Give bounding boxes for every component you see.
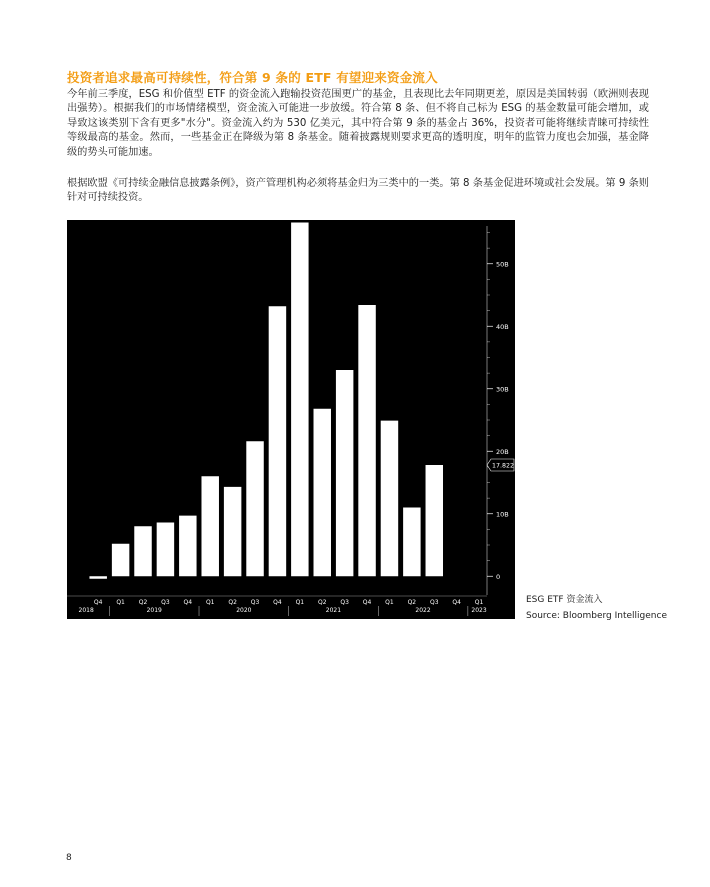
y-tick-label: 0 bbox=[496, 572, 501, 581]
chart-background bbox=[67, 220, 515, 619]
x-tick-label: Q3 bbox=[340, 599, 349, 606]
bar bbox=[246, 441, 263, 576]
body-paragraph-2: 根据欧盟《可持续金融信息披露条例》，资产管理机构必须将基金归为三类中的一类。第 8 条基金促进环境或社会发展。第 9 条则针对可持续投资。 bbox=[67, 178, 649, 204]
bar bbox=[291, 223, 308, 577]
x-tick-label: Q2 bbox=[317, 599, 327, 606]
body-paragraph-1: 今年前三季度，ESG 和价值型 ETF 的资金流入跑输投资范围更广的基金，且表现比去年同期更差，原因是美国转弱（欧洲则表现出强势）。根据我们的市场情绪模型，资金流入可能进一步放缓。符合第 8 条、但不将自己标为 ESG 的基金数量可能会增加，或导致这该类别下含有更多"水分"。资金流入约为 530 亿美元，其中符合第 9 条的基金占 36%，投资者可能将继续青睐可持续性等级最高的基金。然而，一些基金正在降级为第 8 条基金。随着披露规则要求更高的透明度，明年的监管力度也会加强，基金降级的势头可能加速。 bbox=[67, 89, 649, 158]
x-tick-label: Q1 bbox=[205, 599, 215, 606]
year-label: 2020 bbox=[236, 607, 252, 614]
x-tick-label: Q1 bbox=[385, 599, 394, 606]
year-label: 2022 bbox=[415, 607, 431, 614]
year-label: 2018 bbox=[78, 607, 94, 614]
bar bbox=[157, 523, 174, 577]
x-tick-label: Q2 bbox=[407, 599, 417, 606]
bar bbox=[403, 508, 420, 577]
y-tick-label: 40B bbox=[496, 322, 509, 331]
bar bbox=[381, 421, 398, 577]
page-number: 8 bbox=[66, 853, 72, 863]
x-tick-label: Q4 bbox=[452, 599, 461, 606]
x-tick-label: Q2 bbox=[138, 599, 148, 606]
x-tick-label: Q1 bbox=[116, 599, 125, 606]
x-tick-label: Q4 bbox=[93, 599, 103, 606]
bar bbox=[269, 306, 286, 576]
y-tick-label: 20B bbox=[496, 447, 509, 456]
x-tick-label: Q2 bbox=[228, 599, 237, 606]
x-tick-label: Q4 bbox=[273, 599, 282, 606]
year-label: 2019 bbox=[146, 607, 162, 614]
section-heading: 投资者追求最高可持续性，符合第 9 条的 ETF 有望迎来资金流入 bbox=[67, 70, 438, 85]
x-tick-label: Q4 bbox=[183, 599, 193, 606]
x-tick-label: Q3 bbox=[161, 599, 170, 606]
last-value-label: 17.822 bbox=[492, 462, 515, 470]
bar bbox=[179, 516, 196, 577]
x-tick-label: Q1 bbox=[474, 599, 484, 606]
year-label: 2023 bbox=[471, 607, 487, 614]
bar bbox=[358, 305, 375, 576]
bar bbox=[201, 476, 218, 576]
y-tick-label: 30B bbox=[496, 385, 509, 394]
x-tick-label: Q1 bbox=[295, 599, 305, 606]
bar bbox=[314, 409, 331, 577]
x-tick-label: Q3 bbox=[250, 599, 260, 606]
chart-caption-source: Source: Bloomberg Intelligence bbox=[526, 611, 667, 621]
x-tick-label: Q3 bbox=[429, 599, 439, 606]
bar bbox=[112, 544, 129, 577]
bar bbox=[224, 487, 241, 576]
x-tick-label: Q4 bbox=[362, 599, 372, 606]
bar bbox=[89, 576, 106, 579]
year-label: 2021 bbox=[325, 607, 342, 614]
y-tick-label: 10B bbox=[496, 510, 509, 519]
bar bbox=[426, 465, 443, 576]
chart-caption-title: ESG ETF 资金流入 bbox=[526, 595, 603, 605]
bar bbox=[134, 526, 151, 576]
y-tick-label: 50B bbox=[496, 260, 509, 269]
bar bbox=[336, 370, 353, 576]
esg-etf-flow-chart bbox=[67, 220, 515, 619]
